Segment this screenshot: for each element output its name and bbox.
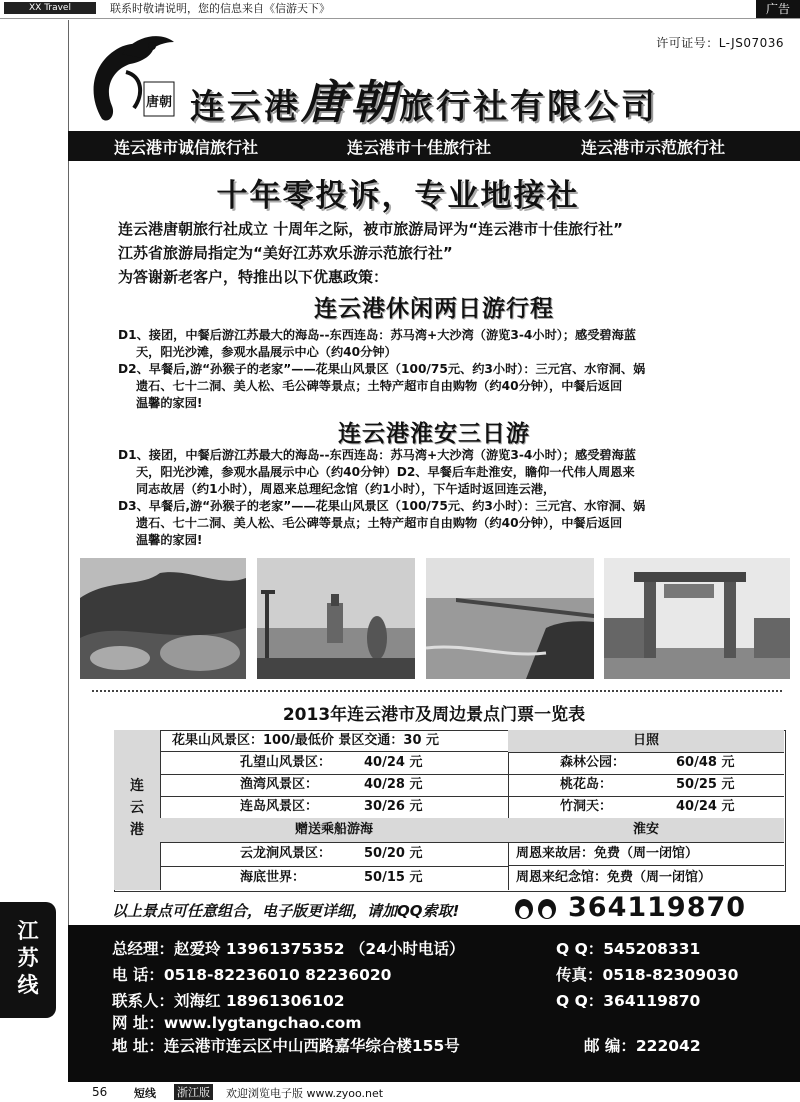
venue-name: 孔望山风景区：	[240, 755, 332, 770]
contact-manager: 总经理：赵爱玲 13961375352 （24小时电话）	[112, 940, 465, 958]
venue-name: 云龙涧风景区：	[240, 846, 332, 861]
venue-name: 连岛风景区：	[240, 799, 319, 814]
section-tab-char: 苏	[17, 946, 39, 970]
itinerary-line: D1、接团，中餐后游江苏最大的海岛--东西连岛：苏马湾+大沙湾（游览3-4小时）；感受碧海蓝	[118, 328, 636, 342]
tour-itinerary	[118, 447, 758, 549]
license-number: 许可证号：L-JS07036	[656, 36, 784, 50]
venue-price: 40/24 元	[676, 799, 735, 814]
logo-text: 唐朝	[145, 95, 173, 110]
footer-section: 短线	[134, 1087, 156, 1100]
tour-itinerary	[118, 327, 758, 412]
table-row	[160, 752, 508, 775]
itinerary-line: D3、早餐后,游“孙猴子的老家”——花果山风景区（100/75元、约3小时）：三元宫、水帘洞、娲	[118, 499, 646, 513]
honor-title: 连云港市诚信旅行社	[114, 138, 259, 157]
venue-name: 桃花岛：	[560, 777, 613, 792]
company-name	[190, 66, 658, 132]
itinerary-line: 天，阳光沙滩，参观水晶展示中心（约40分钟）D2、早餐后车赴淮安，瞻仰一代伟人周恩来	[136, 465, 635, 479]
region-label	[114, 775, 160, 841]
divider	[92, 690, 782, 692]
contact-postcode: 邮 编：222042	[584, 1037, 701, 1055]
itinerary-line: 遗石、七十二洞、美人松、毛公碑等景点；土特产超市自由购物（约40分钟），中餐后返回	[136, 516, 623, 530]
venue-name: 竹洞天：	[560, 799, 613, 814]
table-header-huaian: 淮安	[508, 818, 784, 843]
table-row: 花果山风景区：100/最低价 景区交通：30 元	[160, 730, 508, 752]
section-tab-char: 线	[17, 973, 39, 997]
footer-edition-tag: 浙江版	[174, 1084, 213, 1100]
contact-website: 网 址：www.lygtangchao.com	[112, 1014, 362, 1032]
table-row	[508, 796, 784, 819]
table-row	[160, 842, 508, 867]
slogan: 十年零投诉，专业地接社	[216, 178, 580, 214]
dancer-logo-icon	[82, 24, 182, 132]
itinerary-line: D1、接团，中餐后游江苏最大的海岛--东西连岛：苏马湾+大沙湾（游览3-4小时）；感受碧海蓝	[118, 448, 636, 462]
contact-person: 联系人：刘海红 18961306102	[112, 992, 345, 1010]
tour-title: 连云港淮安三日游	[338, 421, 530, 447]
company-prefix: 连云港	[190, 87, 301, 127]
ad-label: 广告	[756, 0, 800, 18]
table-subheader: 赠送乘船游海	[160, 818, 508, 843]
table-row: 周恩来纪念馆：免费（周一闭馆）	[516, 870, 712, 885]
table-row	[160, 774, 508, 797]
table-row: 周恩来故居：免费（周一闭馆）	[508, 842, 784, 866]
footer	[0, 1082, 800, 1102]
itinerary-line: 温馨的家园!	[136, 396, 203, 410]
company-brand: 唐朝	[301, 75, 399, 129]
source-note: 联系时敬请说明，您的信息来自《信游天下》	[110, 2, 330, 15]
itinerary-line: 遗石、七十二洞、美人松、毛公碑等景点；土特产超市自由购物（约40分钟），中餐后返回	[136, 379, 623, 393]
venue-price: 40/24 元	[364, 755, 423, 770]
table-row	[508, 774, 784, 797]
intro-line: 连云港唐朝旅行社成立 十周年之际，被市旅游局评为“连云港市十佳旅行社”	[118, 220, 623, 238]
promo-text: 以上景点可任意组合，电子版更详细，请加QQ索取!	[112, 902, 460, 920]
venue-name: 渔湾风景区：	[240, 777, 319, 792]
table-row	[508, 752, 784, 775]
itinerary-line: D2、早餐后,游“孙猴子的老家”——花果山风景区（100/75元、约3小时）：三元宫、水帘洞、娲	[118, 362, 646, 376]
venue-price: 40/28 元	[364, 777, 423, 792]
contact-qq: Q Q：545208331	[556, 940, 701, 958]
ticket-table-title: 2013年连云港市及周边景点门票一览表	[282, 705, 586, 725]
table-row	[160, 796, 508, 819]
company-suffix: 旅行社有限公司	[399, 87, 658, 127]
region-label-char: 云	[130, 800, 144, 816]
qq-number: 364119870	[568, 892, 747, 923]
qq-penguin-icon	[512, 896, 560, 920]
region-label-char: 港	[130, 822, 144, 838]
venue-name: 森林公园：	[560, 755, 626, 770]
contact-address: 地 址：连云港市连云区中山西路嘉华综合楼155号	[112, 1037, 460, 1055]
itinerary-line: 天，阳光沙滩，参观水晶展示中心（约40分钟）	[136, 345, 397, 359]
tour-title: 连云港休闲两日游行程	[314, 296, 554, 322]
venue-price: 30/26 元	[364, 799, 423, 814]
itinerary-line: 同志故居（约1小时），周恩来总理纪念馆（约1小时），下午适时返回连云港，	[136, 482, 556, 496]
section-tab-label	[8, 918, 48, 999]
table-row	[160, 866, 508, 890]
itinerary-line: 温馨的家园!	[136, 533, 203, 547]
seaside-promenade-photo	[257, 558, 415, 679]
rocky-coast-photo	[80, 558, 246, 679]
stone-gate-photo	[604, 558, 790, 679]
honor-title: 连云港市十佳旅行社	[347, 138, 492, 157]
venue-price: 50/20 元	[364, 846, 423, 861]
region-label-char: 连	[130, 778, 144, 794]
venue-price: 60/48 元	[676, 755, 735, 770]
top-strip	[0, 0, 800, 19]
contact-fax: 传真：0518-82309030	[556, 966, 739, 984]
page-number: 56	[92, 1085, 108, 1099]
publisher-logo: XX Travel	[4, 2, 96, 14]
section-tab-char: 江	[17, 919, 39, 943]
intro-line: 江苏省旅游局指定为“美好江苏欢乐游示范旅行社”	[118, 244, 453, 262]
intro-line: 为答谢新老客户，特推出以下优惠政策：	[118, 268, 389, 286]
contact-qq: Q Q：364119870	[556, 992, 701, 1010]
sea-bridge-photo	[426, 558, 594, 679]
venue-price: 50/15 元	[364, 870, 423, 885]
contact-phone: 电 话：0518-82236010 82236020	[112, 966, 392, 984]
venue-name: 海底世界：	[240, 870, 306, 885]
honor-title: 连云港市示范旅行社	[581, 138, 726, 157]
venue-price: 50/25 元	[676, 777, 735, 792]
footer-link[interactable]: 欢迎浏览电子版 www.zyoo.net	[226, 1087, 384, 1100]
table-header-rizhao: 日照	[508, 730, 784, 753]
